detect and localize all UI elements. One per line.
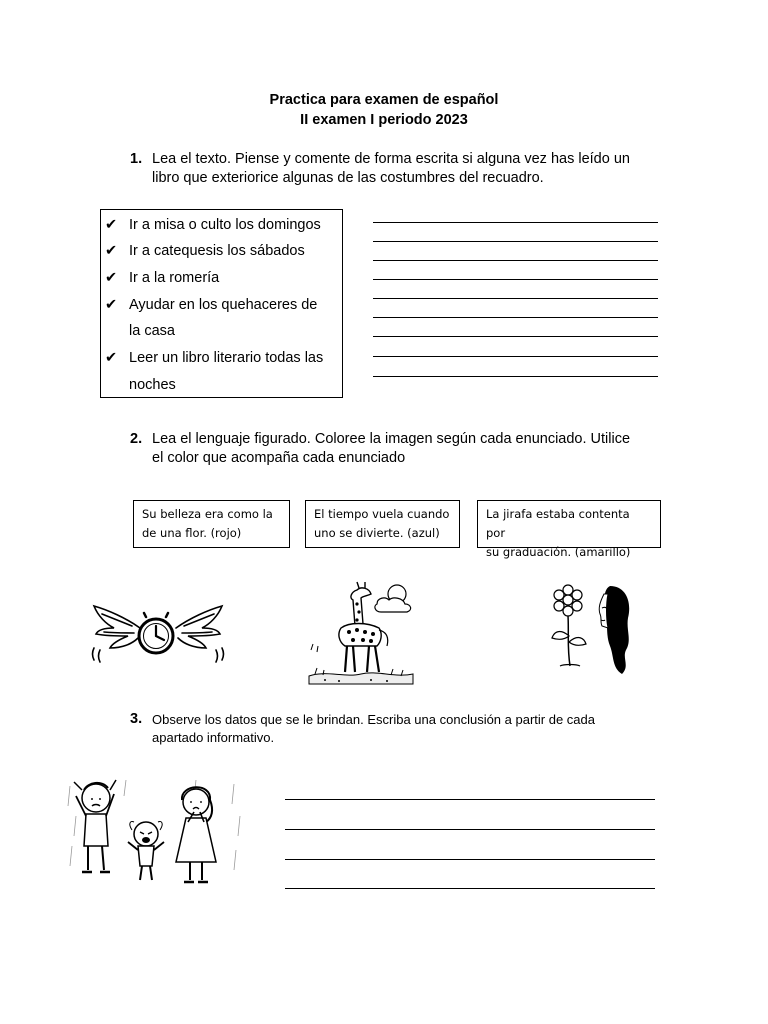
statement-box-flower — [133, 500, 290, 548]
flower-woman-image[interactable] — [546, 584, 636, 676]
custom-item-text: la casa — [129, 323, 175, 339]
question-2-text-line-2: el color que acompaña cada enunciado — [152, 450, 406, 466]
custom-item-text: noches — [129, 377, 176, 393]
answer-line[interactable] — [373, 317, 658, 318]
check-icon: ✔ — [105, 350, 118, 366]
check-icon: ✔ — [105, 217, 118, 233]
family-crying-child-image[interactable] — [66, 776, 248, 896]
winged-clock-image[interactable] — [88, 598, 228, 668]
statement-box-giraffe — [477, 500, 661, 559]
question-2-text-line-1: Lea el lenguaje figurado. Coloree la imagen según cada enunciado. Utilice — [152, 431, 631, 447]
answer-line[interactable] — [373, 222, 658, 223]
statement-line: de una flor. (rojo) — [142, 526, 242, 540]
custom-item-text: Ayudar en los quehaceres de — [129, 297, 318, 313]
question-3-text-line-2: apartado informativo. — [152, 730, 275, 745]
statement-line: El tiempo vuela cuando — [314, 507, 450, 521]
page-subtitle: II examen I periodo 2023 — [300, 112, 468, 128]
statement-line: Su belleza era como la — [142, 507, 273, 521]
answer-line[interactable] — [285, 888, 655, 889]
question-2-text — [152, 430, 630, 468]
question-1-text — [152, 150, 630, 188]
answer-line[interactable] — [285, 829, 655, 830]
giraffe-image[interactable] — [305, 580, 417, 688]
custom-item-text: Ir a misa o culto los domingos — [129, 217, 321, 233]
custom-item-text: Leer un libro literario todas las — [129, 350, 324, 366]
answer-line[interactable] — [373, 376, 658, 377]
answer-line[interactable] — [285, 859, 655, 860]
question-1-text-line-2: libro que exteriorice algunas de las costumbres del recuadro. — [152, 170, 544, 186]
question-3-text-line-1: Observe los datos que se le brindan. Escriba una conclusión a partir de cada — [152, 712, 595, 727]
answer-line[interactable] — [285, 799, 655, 800]
custom-item-text: Ir a la romería — [129, 270, 220, 286]
check-icon: ✔ — [105, 243, 118, 259]
check-icon: ✔ — [105, 297, 118, 313]
answer-line[interactable] — [373, 336, 658, 337]
answer-line[interactable] — [373, 279, 658, 280]
answer-line[interactable] — [373, 241, 658, 242]
answer-line[interactable] — [373, 260, 658, 261]
question-1-text-line-1: Lea el texto. Piense y comente de forma escrita si alguna vez has leído un — [152, 151, 630, 167]
question-2-number: 2. — [130, 431, 143, 447]
custom-item-text: Ir a catequesis los sábados — [129, 243, 305, 259]
question-3-number: 3. — [130, 711, 143, 727]
statement-line: La jirafa estaba contenta por — [486, 507, 630, 540]
customs-box — [100, 209, 343, 398]
statement-line: su graduación. (amarillo) — [486, 545, 631, 559]
check-icon: ✔ — [105, 270, 118, 286]
page-title: Practica para examen de español — [269, 92, 499, 108]
statement-box-time — [305, 500, 460, 548]
answer-line[interactable] — [373, 356, 658, 357]
statement-line: uno se divierte. (azul) — [314, 526, 440, 540]
question-1-number: 1. — [130, 151, 143, 167]
answer-line[interactable] — [373, 298, 658, 299]
question-3-text — [152, 711, 595, 747]
